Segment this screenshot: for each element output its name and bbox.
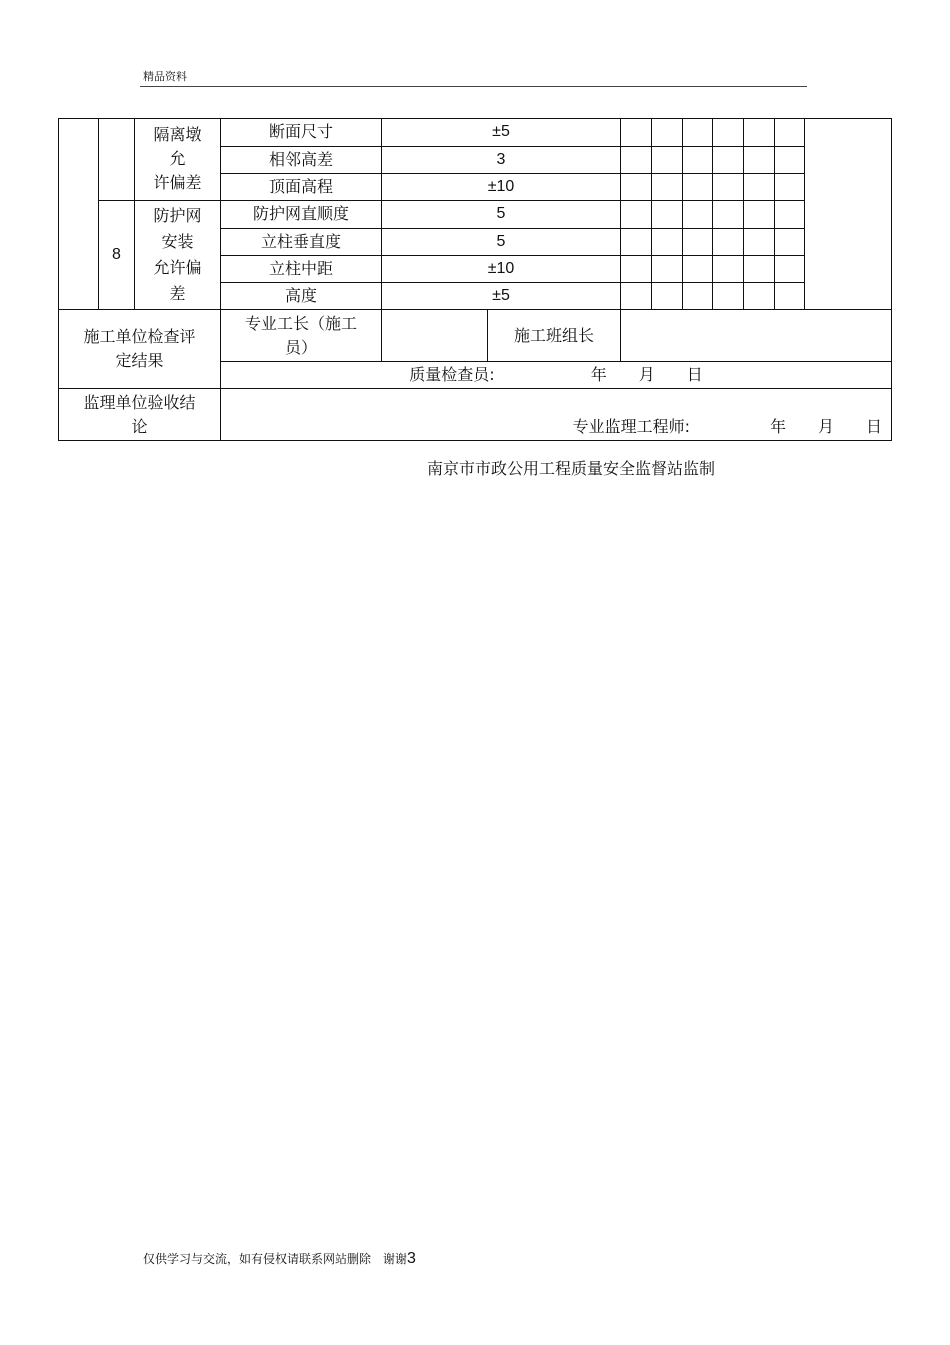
check-col-line [743, 118, 744, 309]
table-border-bottom [58, 440, 892, 441]
category-text: 差 [169, 283, 186, 303]
page-footer [143, 1250, 416, 1268]
category-text: 许偏差 [153, 173, 202, 192]
item-tolerance: ±10 [487, 259, 515, 277]
item-tolerance: ±5 [492, 123, 510, 140]
group-category-cell [135, 118, 220, 200]
check-col-line [682, 118, 683, 309]
item-tolerance: ±5 [492, 286, 510, 304]
label-text: 专业工长（施工 [244, 313, 357, 333]
group-number-cell: 8 [112, 245, 121, 263]
item-name: 高度 [284, 285, 317, 305]
item-name: 立柱中距 [268, 258, 333, 278]
check-col-line [651, 118, 652, 309]
page-header-label: 精品资料 [143, 70, 187, 83]
table-border-right [891, 118, 892, 441]
supervision-acceptance-label [59, 389, 220, 440]
check-col-line [804, 118, 805, 309]
item-tolerance: 5 [496, 205, 506, 222]
item-name: 断面尺寸 [268, 122, 333, 141]
check-col-line [712, 118, 713, 309]
item-tolerance: ±10 [487, 177, 515, 195]
col-line [620, 118, 621, 361]
foreman-label [221, 310, 381, 361]
issuing-organization: 南京市市政公用工程质量安全监督站监制 [427, 459, 716, 478]
category-text: 防护网 [153, 205, 202, 225]
label-text: 论 [131, 416, 148, 436]
supervision-engineer-line: 专业监理工程师: 年 月 日 [572, 417, 882, 436]
construction-check-label [59, 310, 220, 388]
item-tolerance: 3 [496, 150, 506, 168]
item-name: 防护网直顺度 [252, 204, 349, 223]
header-rule [140, 86, 807, 87]
item-tolerance: 5 [496, 232, 506, 250]
category-text: 允 [169, 149, 186, 168]
category-text: 安装 [161, 231, 194, 251]
label-text: 员） [284, 337, 317, 357]
team-leader-label: 施工班组长 [513, 325, 594, 345]
item-name: 相邻高差 [268, 149, 333, 169]
page-number: 3 [407, 1250, 416, 1267]
footer-note-text: 仅供学习与交流，如有侵权请联系网站删除 谢谢 [143, 1252, 408, 1266]
item-name: 立柱垂直度 [260, 231, 341, 251]
label-text: 施工单位检查评 [83, 327, 196, 346]
label-text: 监理单位验收结 [83, 392, 196, 412]
check-col-line [774, 118, 775, 309]
group-category-cell [135, 200, 220, 309]
category-text: 允许偏 [153, 257, 202, 277]
item-name: 顶面高程 [268, 176, 333, 196]
quality-inspector-line: 质量检查员: 年 月 日 [409, 365, 703, 384]
category-text: 隔离墩 [153, 125, 202, 144]
label-text: 定结果 [115, 351, 164, 370]
